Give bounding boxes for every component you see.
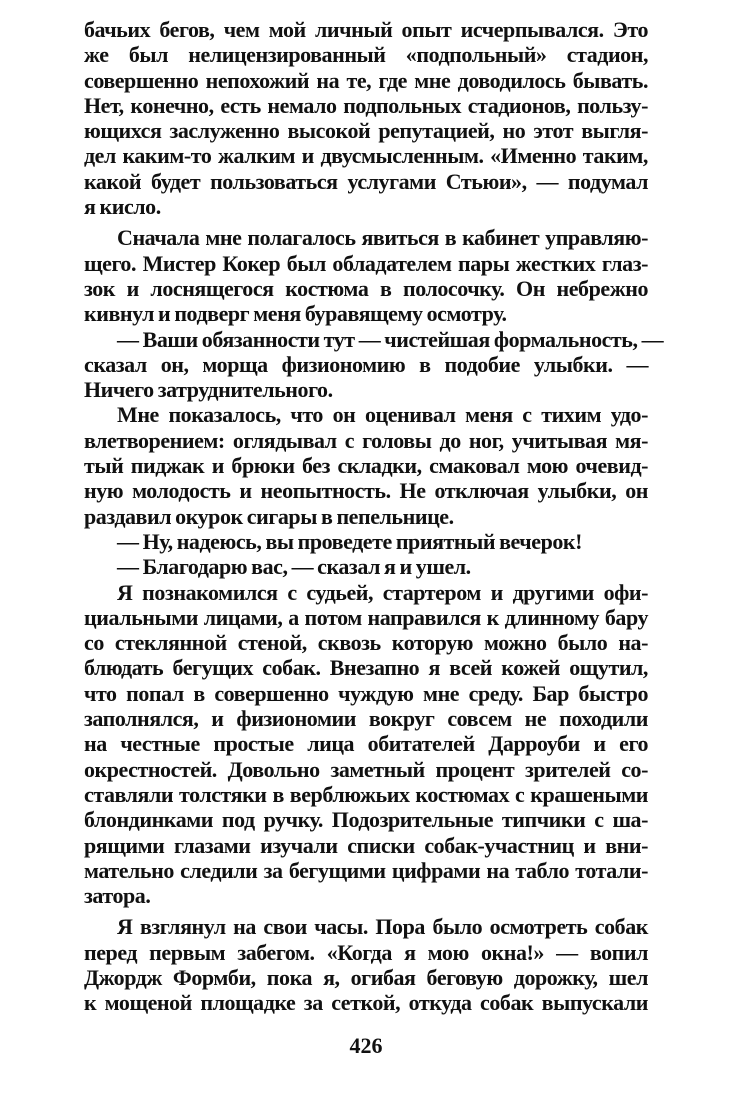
text-line: какой будет пользоваться услугами Стьюи», — подумал [84,168,648,194]
text-line: Мне показалось, что он оценивал меня с тихим удо- [117,402,648,428]
text-line: зок и лоснящегося костюма в полосочку. Он небрежно [84,275,648,301]
text-line: Ничего затруднительного. [84,377,333,403]
text-line: щего. Мистер Кокер был обладателем пары жестких глаз- [84,250,648,276]
paragraph [84,402,648,528]
text-line: — Ну, надеюсь, вы проведете приятный вечерок! [117,528,583,554]
paragraph [84,914,648,1015]
text-line: циальными лицами, а потом направился к длинному бару [84,604,648,630]
text-line: Джордж Формби, пока я, огибая беговую дорожку, шел [84,964,648,990]
text-line: же был нелицензированный «подпольный» стадион, [84,42,648,68]
paragraph [84,529,648,554]
text-line: на честные простые лица обитателей Дарроуби и его [84,731,648,757]
text-line: сказал он, морща физиономию в подобие улыбки. — [84,351,648,377]
page-number: 426 [349,1033,383,1058]
text-line: я кисло. [84,194,161,220]
text-line: Сначала мне полагалось явиться в кабинет управляю- [117,225,648,251]
text-line: совершенно непохожий на те, где мне доводилось бывать. [84,67,648,93]
paragraph [84,580,648,909]
text-line: Я познакомился с судьей, стартером и другими офи- [117,579,648,605]
text-line: окрестностей. Довольно заметный процент зрителей со- [84,756,648,782]
paragraph [84,326,664,403]
text-line: Нет, конечно, есть немало подпольных стадионов, пользу- [84,92,648,118]
text-line: ставляли толстяки в верблюжьих костюмах с крашеными [84,781,648,807]
text-line: блондинками под ручку. Подозрительные типчики с ша- [84,807,648,833]
body-text [84,17,664,1016]
text-line: затора. [84,883,151,909]
paragraph [84,225,648,326]
text-line: ную молодость и неопытность. Не отключая улыбки, он [84,478,648,504]
text-line: мательно следили за бегущими цифрами на табло тотали- [84,857,648,883]
text-line: кивнул и подверг меня буравящему осмотру. [84,301,507,327]
paragraph [84,554,648,579]
text-line: раздавил окурок сигары в пепельнице. [84,503,454,529]
text-line: ющихся заслуженно высокой репутацией, но этот выгля- [84,118,648,144]
text-line: влетворением: оглядывал с головы до ног, учитывая мя- [84,427,648,453]
text-line: что попал в совершенно чуждую мне среду. Бар быстро [84,680,648,706]
text-line: — Ваши обязанности тут — чистейшая формальность, — [117,326,664,352]
text-line: — Благодарю вас, — сказал я и ушел. [117,554,471,580]
text-line: дел каким-то жалким и двусмысленным. «Именно таким, [84,143,648,169]
text-line: рящими глазами изучали списки собак-участниц и вни- [84,832,648,858]
paragraph [84,17,648,219]
text-line: перед первым забегом. «Когда я мою окна!» — вопил [84,939,648,965]
text-line: тый пиджак и брюки без складки, смаковал мою очевид- [84,453,648,479]
text-line: заполнялся, и физиономии вокруг совсем не походили [84,706,648,732]
text-line: Я взглянул на свои часы. Пора было осмотреть собак [117,914,648,940]
text-line: блюдать бегущих собак. Внезапно я всей кожей ощутил, [84,655,648,681]
text-line: бачьих бегов, чем мой личный опыт исчерпывался. Это [84,17,648,42]
text-line: к мощеной площадке за сеткой, откуда собак выпускали [84,990,648,1016]
text-line: со стеклянной стеной, сквозь которую можно было на- [84,630,648,656]
